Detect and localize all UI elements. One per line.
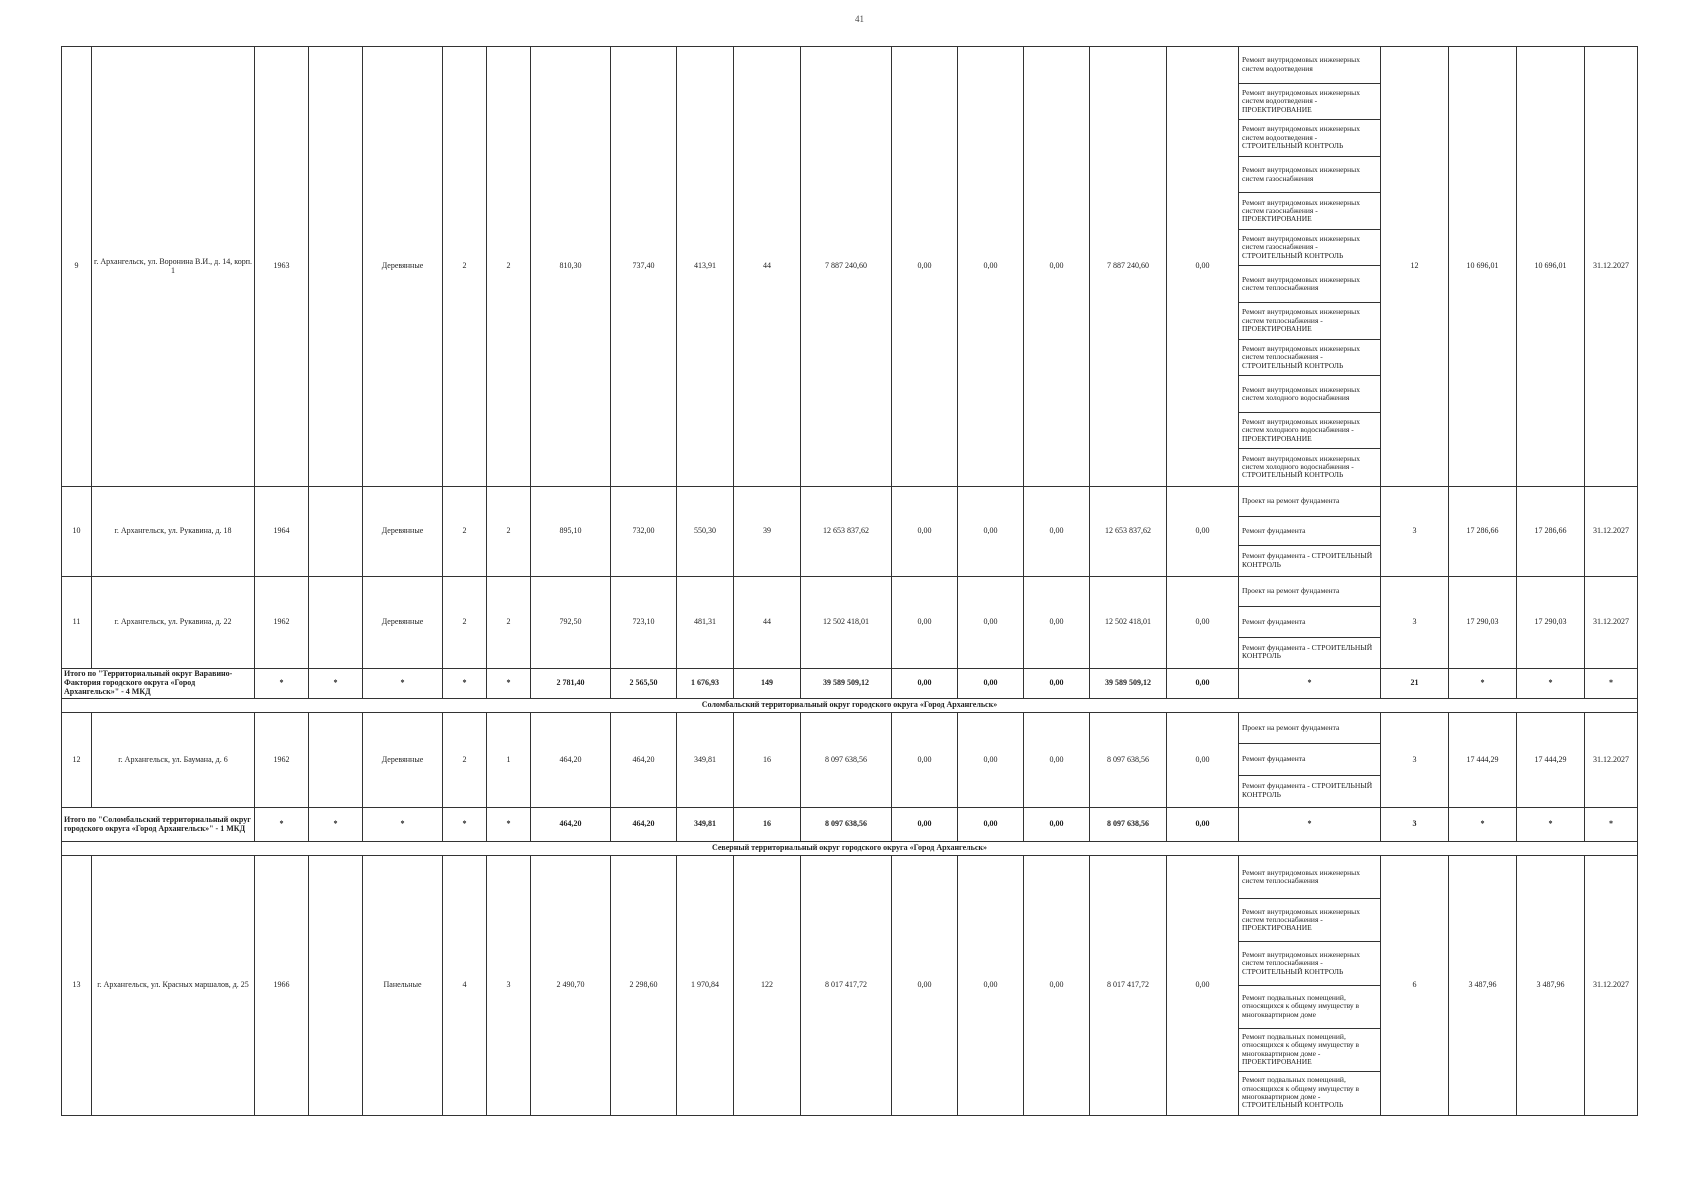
- work-item: Ремонт внутридомовых инженерных систем теплоснабжения - ПРОЕКТИРОВАНИЕ: [1239, 899, 1380, 942]
- fund-regional-cell: 0,00: [958, 487, 1024, 577]
- year-cell: 1964: [255, 487, 309, 577]
- fund-municipal-cell: 0,00: [1024, 47, 1090, 487]
- entrances-cell: 2: [487, 577, 531, 669]
- year-cell: 1966: [255, 856, 309, 1116]
- max-cost-cell: 17 286,66: [1517, 487, 1585, 577]
- address-cell: г. Архангельск, ул. Рукавина, д. 22: [92, 577, 255, 669]
- year2-cell: [309, 856, 363, 1116]
- works-cell: [1239, 47, 1381, 487]
- area-total-total: 2 781,40: [531, 669, 611, 699]
- placeholder-star: *: [487, 808, 531, 842]
- fund-owners-cell: 8 017 417,72: [1090, 856, 1167, 1116]
- fund-regional-cell: 0,00: [958, 856, 1024, 1116]
- fund-other-cell: 0,00: [1167, 47, 1239, 487]
- fund-municipal-cell: 0,00: [1024, 487, 1090, 577]
- table-row: [62, 47, 1638, 487]
- floors-cell: 4: [443, 856, 487, 1116]
- placeholder-star: *: [309, 808, 363, 842]
- floors-cell: 2: [443, 47, 487, 487]
- entrances-cell: 1: [487, 713, 531, 808]
- placeholder-star: *: [1449, 808, 1517, 842]
- works-star: *: [1239, 808, 1381, 842]
- work-item: Ремонт внутридомовых инженерных систем холодного водоснабжения - ПРОЕКТИРОВАНИЕ: [1239, 413, 1380, 450]
- fund-owners-cell: 8 097 638,56: [1090, 713, 1167, 808]
- unit-cost-cell: 10 696,01: [1449, 47, 1517, 487]
- subtotal-label: Итого по "Территориальный округ Варавино-Фактория городского округа «Город Архангельск»" - 4 МКД: [62, 669, 255, 699]
- walls-cell: Деревянные: [363, 47, 443, 487]
- fund-regional-cell: 0,00: [958, 577, 1024, 669]
- work-item: Ремонт внутридомовых инженерных систем теплоснабжения - СТРОИТЕЛЬНЫЙ КОНТРОЛЬ: [1239, 340, 1380, 377]
- max-cost-cell: 3 487,96: [1517, 856, 1585, 1116]
- fund-other-total: 0,00: [1167, 669, 1239, 699]
- row-number: 9: [62, 47, 92, 487]
- year2-cell: [309, 487, 363, 577]
- cost-total-cell: 8 017 417,72: [801, 856, 892, 1116]
- residents-total: 149: [734, 669, 801, 699]
- works-star: *: [1239, 669, 1381, 699]
- work-item: Ремонт внутридомовых инженерных систем теплоснабжения: [1239, 266, 1380, 303]
- work-item: Ремонт фундамента - СТРОИТЕЛЬНЫЙ КОНТРОЛЬ: [1242, 781, 1373, 799]
- cost-total-total: 8 097 638,56: [801, 808, 892, 842]
- area-residential-cell: 737,40: [611, 47, 677, 487]
- residents-cell: 122: [734, 856, 801, 1116]
- placeholder-star: *: [255, 669, 309, 699]
- work-item: Ремонт внутридомовых инженерных систем холодного водоснабжения: [1239, 376, 1380, 413]
- work-item: Ремонт фундамента - СТРОИТЕЛЬНЫЙ КОНТРОЛЬ: [1242, 642, 1373, 661]
- fund-municipal-total: 0,00: [1024, 669, 1090, 699]
- fund-federal-cell: 0,00: [892, 577, 958, 669]
- work-item: Ремонт внутридомовых инженерных систем водоотведения: [1239, 47, 1380, 84]
- fund-municipal-cell: 0,00: [1024, 713, 1090, 808]
- fund-federal-cell: 0,00: [892, 713, 958, 808]
- residents-cell: 39: [734, 487, 801, 577]
- walls-cell: Деревянные: [363, 577, 443, 669]
- cost-total-total: 39 589 509,12: [801, 669, 892, 699]
- works-list: [1239, 577, 1380, 667]
- fund-municipal-cell: 0,00: [1024, 577, 1090, 669]
- deadline-cell: 31.12.2027: [1585, 47, 1638, 487]
- works-list: [1239, 856, 1380, 1114]
- max-cost-cell: 17 290,03: [1517, 577, 1585, 669]
- floors-cell: 2: [443, 577, 487, 669]
- work-item: Ремонт фундамента: [1239, 517, 1380, 547]
- works-count-cell: 3: [1381, 577, 1449, 669]
- district-heading-row: [62, 699, 1638, 713]
- fund-federal-total: 0,00: [892, 669, 958, 699]
- residents-cell: 44: [734, 577, 801, 669]
- area-owned-total: 1 676,93: [677, 669, 734, 699]
- area-residential-total: 464,20: [611, 808, 677, 842]
- works-cell: [1239, 577, 1381, 669]
- fund-other-cell: 0,00: [1167, 487, 1239, 577]
- fund-other-total: 0,00: [1167, 808, 1239, 842]
- placeholder-star: *: [1585, 669, 1638, 699]
- deadline-cell: 31.12.2027: [1585, 856, 1638, 1116]
- area-residential-cell: 723,10: [611, 577, 677, 669]
- fund-owners-total: 8 097 638,56: [1090, 808, 1167, 842]
- area-owned-cell: 1 970,84: [677, 856, 734, 1116]
- works-list: [1239, 47, 1380, 485]
- placeholder-star: *: [309, 669, 363, 699]
- fund-federal-cell: 0,00: [892, 47, 958, 487]
- works-count-total: 21: [1381, 669, 1449, 699]
- deadline-cell: 31.12.2027: [1585, 487, 1638, 577]
- row-number: 10: [62, 487, 92, 577]
- placeholder-star: *: [1517, 669, 1585, 699]
- work-item: Ремонт внутридомовых инженерных систем газоснабжения: [1239, 157, 1380, 194]
- works-count-cell: 12: [1381, 47, 1449, 487]
- row-number: 11: [62, 577, 92, 669]
- subtotal-row: [62, 669, 1638, 699]
- fund-other-cell: 0,00: [1167, 577, 1239, 669]
- unit-cost-cell: 3 487,96: [1449, 856, 1517, 1116]
- placeholder-star: *: [1585, 808, 1638, 842]
- area-total-cell: 792,50: [531, 577, 611, 669]
- work-item: Ремонт внутридомовых инженерных систем холодного водоснабжения - СТРОИТЕЛЬНЫЙ КОНТРОЛЬ: [1242, 453, 1360, 480]
- address-cell: г. Архангельск, ул. Воронина В.И., д. 14, корп. 1: [92, 47, 255, 487]
- address-cell: г. Архангельск, ул. Баумана, д. 6: [92, 713, 255, 808]
- district-heading-row: [62, 842, 1638, 856]
- walls-cell: Панельные: [363, 856, 443, 1116]
- fund-other-cell: 0,00: [1167, 856, 1239, 1116]
- district-heading: Соломбальский территориальный округ городского округа «Город Архангельск»: [62, 699, 1638, 713]
- entrances-cell: 2: [487, 47, 531, 487]
- work-item: Проект на ремонт фундамента: [1239, 713, 1380, 744]
- works-cell: [1239, 713, 1381, 808]
- entrances-cell: 3: [487, 856, 531, 1116]
- work-item: Ремонт внутридомовых инженерных систем теплоснабжения: [1239, 856, 1380, 899]
- area-owned-cell: 481,31: [677, 577, 734, 669]
- table-row: [62, 487, 1638, 577]
- area-total-cell: 464,20: [531, 713, 611, 808]
- works-count-cell: 6: [1381, 856, 1449, 1116]
- fund-regional-total: 0,00: [958, 808, 1024, 842]
- area-owned-cell: 550,30: [677, 487, 734, 577]
- table-row: [62, 856, 1638, 1116]
- work-item: Ремонт подвальных помещений, относящихся к общему имуществу в многоквартирном доме: [1239, 986, 1380, 1029]
- placeholder-star: *: [443, 808, 487, 842]
- year2-cell: [309, 47, 363, 487]
- residents-cell: 44: [734, 47, 801, 487]
- subtotal-label: Итого по "Соломбальский территориальный округ городского округа «Город Архангельск»" - 1 МКД: [62, 808, 255, 842]
- placeholder-star: *: [255, 808, 309, 842]
- fund-other-cell: 0,00: [1167, 713, 1239, 808]
- fund-federal-total: 0,00: [892, 808, 958, 842]
- row-number: 12: [62, 713, 92, 808]
- work-item: Проект на ремонт фундамента: [1239, 577, 1380, 607]
- area-residential-cell: 732,00: [611, 487, 677, 577]
- year2-cell: [309, 713, 363, 808]
- year-cell: 1962: [255, 577, 309, 669]
- works-cell: [1239, 487, 1381, 577]
- area-owned-cell: 413,91: [677, 47, 734, 487]
- area-owned-total: 349,81: [677, 808, 734, 842]
- area-residential-cell: 464,20: [611, 713, 677, 808]
- works-cell: [1239, 856, 1381, 1116]
- work-item: Ремонт подвальных помещений, относящихся к общему имуществу в многоквартирном доме - ПРОЕКТИРОВАНИЕ: [1239, 1029, 1380, 1072]
- area-residential-total: 2 565,50: [611, 669, 677, 699]
- work-item: Ремонт внутридомовых инженерных систем теплоснабжения - ПРОЕКТИРОВАНИЕ: [1239, 303, 1380, 340]
- work-item: Ремонт подвальных помещений, относящихся к общему имуществу в многоквартирном доме - СТРОИТЕЛЬНЫЙ КОНТРОЛЬ: [1242, 1075, 1360, 1110]
- placeholder-star: *: [1449, 669, 1517, 699]
- fund-owners-total: 39 589 509,12: [1090, 669, 1167, 699]
- deadline-cell: 31.12.2027: [1585, 713, 1638, 808]
- table-row: [62, 713, 1638, 808]
- placeholder-star: *: [443, 669, 487, 699]
- year-cell: 1962: [255, 713, 309, 808]
- work-item: Ремонт внутридомовых инженерных систем теплоснабжения - СТРОИТЕЛЬНЫЙ КОНТРОЛЬ: [1239, 942, 1380, 985]
- work-item: Ремонт внутридомовых инженерных систем газоснабжения - СТРОИТЕЛЬНЫЙ КОНТРОЛЬ: [1239, 230, 1380, 267]
- subtotal-row: [62, 808, 1638, 842]
- repair-program-table: [61, 46, 1635, 1148]
- residents-total: 16: [734, 808, 801, 842]
- area-total-cell: 810,30: [531, 47, 611, 487]
- work-item: Ремонт внутридомовых инженерных систем водоотведения - СТРОИТЕЛЬНЫЙ КОНТРОЛЬ: [1239, 120, 1380, 157]
- work-item: Проект на ремонт фундамента: [1239, 487, 1380, 517]
- floors-cell: 2: [443, 713, 487, 808]
- fund-owners-cell: 7 887 240,60: [1090, 47, 1167, 487]
- address-cell: г. Архангельск, ул. Красных маршалов, д. 25: [92, 856, 255, 1116]
- work-item: Ремонт внутридомовых инженерных систем газоснабжения - ПРОЕКТИРОВАНИЕ: [1239, 193, 1380, 230]
- year-cell: 1963: [255, 47, 309, 487]
- max-cost-cell: 17 444,29: [1517, 713, 1585, 808]
- area-total-cell: 895,10: [531, 487, 611, 577]
- deadline-cell: 31.12.2027: [1585, 577, 1638, 669]
- page-number: 41: [855, 14, 864, 24]
- fund-federal-cell: 0,00: [892, 856, 958, 1116]
- year2-cell: [309, 577, 363, 669]
- fund-regional-cell: 0,00: [958, 47, 1024, 487]
- max-cost-cell: 10 696,01: [1517, 47, 1585, 487]
- cost-total-cell: 12 502 418,01: [801, 577, 892, 669]
- fund-regional-total: 0,00: [958, 669, 1024, 699]
- floors-cell: 2: [443, 487, 487, 577]
- address-cell: г. Архангельск, ул. Рукавина, д. 18: [92, 487, 255, 577]
- walls-cell: Деревянные: [363, 487, 443, 577]
- area-total-total: 464,20: [531, 808, 611, 842]
- work-item: Ремонт внутридомовых инженерных систем водоотведения - ПРОЕКТИРОВАНИЕ: [1239, 84, 1380, 121]
- work-item: Ремонт фундамента: [1239, 744, 1380, 775]
- placeholder-star: *: [363, 669, 443, 699]
- works-count-total: 3: [1381, 808, 1449, 842]
- area-residential-cell: 2 298,60: [611, 856, 677, 1116]
- residents-cell: 16: [734, 713, 801, 808]
- fund-municipal-total: 0,00: [1024, 808, 1090, 842]
- fund-owners-cell: 12 502 418,01: [1090, 577, 1167, 669]
- fund-owners-cell: 12 653 837,62: [1090, 487, 1167, 577]
- works-list: [1239, 487, 1380, 575]
- area-owned-cell: 349,81: [677, 713, 734, 808]
- work-item: Ремонт фундамента: [1239, 607, 1380, 637]
- work-item: Ремонт фундамента - СТРОИТЕЛЬНЫЙ КОНТРОЛЬ: [1242, 551, 1373, 569]
- table-row: [62, 577, 1638, 669]
- works-list: [1239, 713, 1380, 806]
- area-total-cell: 2 490,70: [531, 856, 611, 1116]
- unit-cost-cell: 17 444,29: [1449, 713, 1517, 808]
- district-heading: Северный территориальный округ городского округа «Город Архангельск»: [62, 842, 1638, 856]
- works-count-cell: 3: [1381, 487, 1449, 577]
- cost-total-cell: 8 097 638,56: [801, 713, 892, 808]
- walls-cell: Деревянные: [363, 713, 443, 808]
- unit-cost-cell: 17 286,66: [1449, 487, 1517, 577]
- unit-cost-cell: 17 290,03: [1449, 577, 1517, 669]
- fund-federal-cell: 0,00: [892, 487, 958, 577]
- entrances-cell: 2: [487, 487, 531, 577]
- row-number: 13: [62, 856, 92, 1116]
- placeholder-star: *: [487, 669, 531, 699]
- placeholder-star: *: [363, 808, 443, 842]
- placeholder-star: *: [1517, 808, 1585, 842]
- cost-total-cell: 7 887 240,60: [801, 47, 892, 487]
- fund-regional-cell: 0,00: [958, 713, 1024, 808]
- cost-total-cell: 12 653 837,62: [801, 487, 892, 577]
- works-count-cell: 3: [1381, 713, 1449, 808]
- fund-municipal-cell: 0,00: [1024, 856, 1090, 1116]
